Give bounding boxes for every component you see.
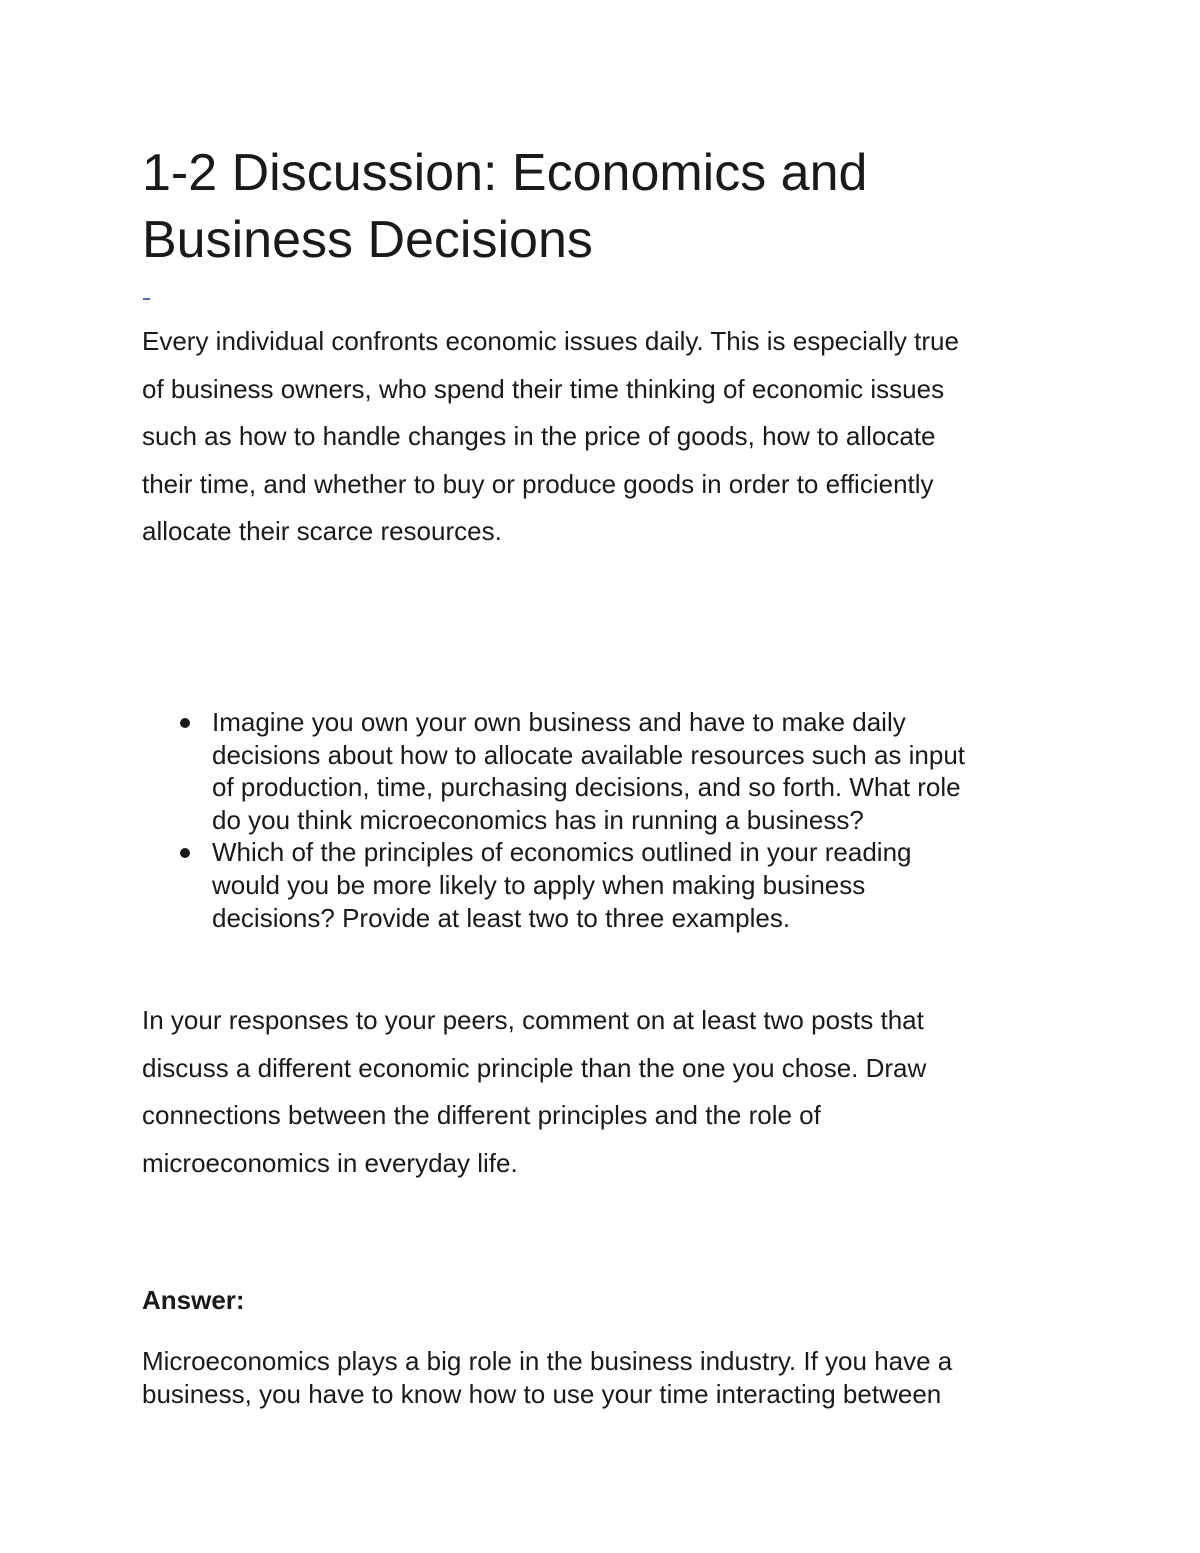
peer-line: microeconomics in everyday life.	[142, 1147, 518, 1178]
bullet-icon	[180, 718, 190, 728]
list-item-line: do you think microeconomics has in running a business?	[212, 804, 864, 835]
peer-line: discuss a different economic principle than the one you chose. Draw	[142, 1052, 927, 1083]
intro-line: Every individual confronts economic issues daily. This is especially true	[142, 326, 959, 356]
list-item-line: Which of the principles of economics outlined in your reading	[212, 837, 912, 868]
intro-line: such as how to handle changes in the price of goods, how to allocate	[142, 421, 936, 451]
list-item	[142, 706, 1062, 836]
list-item-line: would you be more likely to apply when making business	[212, 869, 866, 900]
answer-line: Microeconomics plays a big role in the business industry. If you have a	[142, 1346, 953, 1376]
intro-paragraph	[142, 318, 1062, 556]
peer-line: In your responses to your peers, comment on at least two posts that	[142, 1005, 924, 1035]
answer-paragraph	[142, 1345, 1062, 1410]
title-line: 1-2 Discussion: Economics and	[142, 144, 868, 202]
page-title	[142, 140, 1062, 274]
peer-response-paragraph	[142, 997, 1062, 1187]
intro-line: allocate their scarce resources.	[142, 516, 502, 546]
list-item-line: of production, time, purchasing decisions, and so forth. What role	[212, 772, 961, 803]
list-item-line: decisions about how to allocate available resources such as input	[212, 739, 966, 770]
list-item-line: decisions? Provide at least two to three examples.	[212, 902, 791, 933]
heading-dash-mark	[143, 298, 150, 300]
list-item	[142, 836, 1062, 934]
peer-line: connections between the different principles and the role of	[142, 1100, 821, 1130]
answer-heading: Answer:	[142, 1285, 245, 1315]
intro-line: of business owners, who spend their time thinking of economic issues	[142, 373, 945, 404]
list-item-line: Imagine you own your own business and have to make daily	[212, 707, 906, 737]
discussion-prompt-list	[142, 706, 1062, 934]
bullet-icon	[180, 848, 190, 858]
answer-line: business, you have to know how to use your time interacting between	[142, 1378, 942, 1409]
title-line: Business Decisions	[142, 211, 593, 269]
intro-line: their time, and whether to buy or produce goods in order to efficiently	[142, 468, 934, 499]
